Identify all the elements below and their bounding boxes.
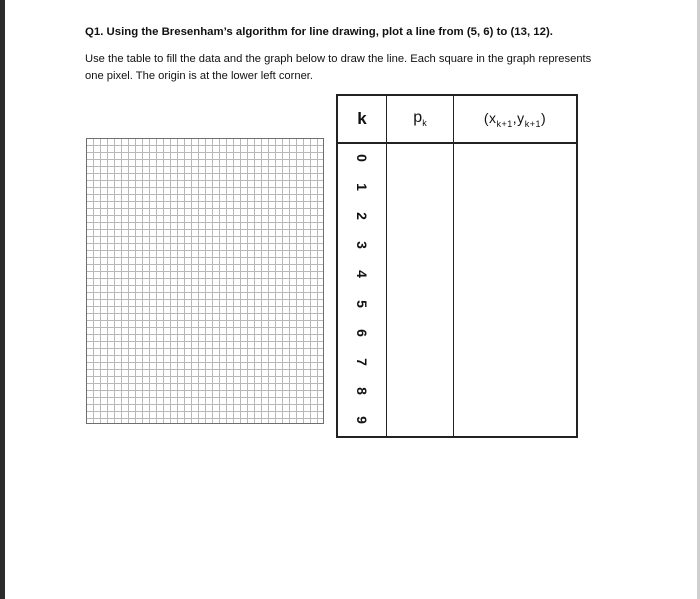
- table-row: [337, 348, 577, 377]
- question-title: Q1. Using the Bresenham’s algorithm for line drawing, plot a line from (5, 6) to (13, 12).: [85, 26, 553, 38]
- instructions-text: Use the table to fill the data and the graph below to draw the line. Each square in the graph represents one pixel. The origin is at the lower left corner.: [85, 53, 592, 82]
- next-point-cell[interactable]: [454, 319, 578, 348]
- pk-cell[interactable]: [387, 407, 454, 437]
- header-pk: $p_k$: [387, 95, 454, 143]
- pk-cell[interactable]: [387, 143, 454, 173]
- next-point-cell[interactable]: [454, 290, 578, 319]
- pixel-graph-grid[interactable]: [86, 138, 324, 424]
- pk-cell[interactable]: [387, 348, 454, 377]
- next-point-cell[interactable]: [454, 173, 578, 202]
- k-cell: 0: [337, 143, 387, 173]
- bresenham-table: [336, 94, 578, 438]
- k-cell: 2: [337, 202, 387, 231]
- k-cell: 4: [337, 261, 387, 290]
- next-point-cell[interactable]: [454, 378, 578, 407]
- pk-cell[interactable]: [387, 202, 454, 231]
- header-k: k: [337, 95, 387, 143]
- pk-cell[interactable]: [387, 290, 454, 319]
- k-cell: 5: [337, 290, 387, 319]
- next-point-cell[interactable]: [454, 261, 578, 290]
- next-point-cell[interactable]: [454, 348, 578, 377]
- pk-cell[interactable]: [387, 232, 454, 261]
- table-row: [337, 232, 577, 261]
- next-point-cell[interactable]: [454, 407, 578, 437]
- table-header-row: [337, 95, 577, 143]
- k-cell: 9: [337, 407, 387, 437]
- table-row: [337, 378, 577, 407]
- next-point-cell[interactable]: [454, 232, 578, 261]
- table-row: [337, 407, 577, 437]
- header-next-point: $(x_{k+1},y_{k+1})$: [454, 95, 578, 143]
- pk-cell[interactable]: [387, 378, 454, 407]
- table-row: [337, 202, 577, 231]
- k-cell: 3: [337, 232, 387, 261]
- next-point-cell[interactable]: [454, 202, 578, 231]
- k-cell: 1: [337, 173, 387, 202]
- pk-cell[interactable]: [387, 173, 454, 202]
- k-cell: 6: [337, 319, 387, 348]
- k-cell: 7: [337, 348, 387, 377]
- table-row: [337, 290, 577, 319]
- next-point-cell[interactable]: [454, 143, 578, 173]
- table-row: [337, 173, 577, 202]
- table-row: [337, 319, 577, 348]
- pk-cell[interactable]: [387, 319, 454, 348]
- table-row: [337, 261, 577, 290]
- k-cell: 8: [337, 378, 387, 407]
- left-border: [0, 0, 5, 599]
- table-row: [337, 143, 577, 173]
- pk-cell[interactable]: [387, 261, 454, 290]
